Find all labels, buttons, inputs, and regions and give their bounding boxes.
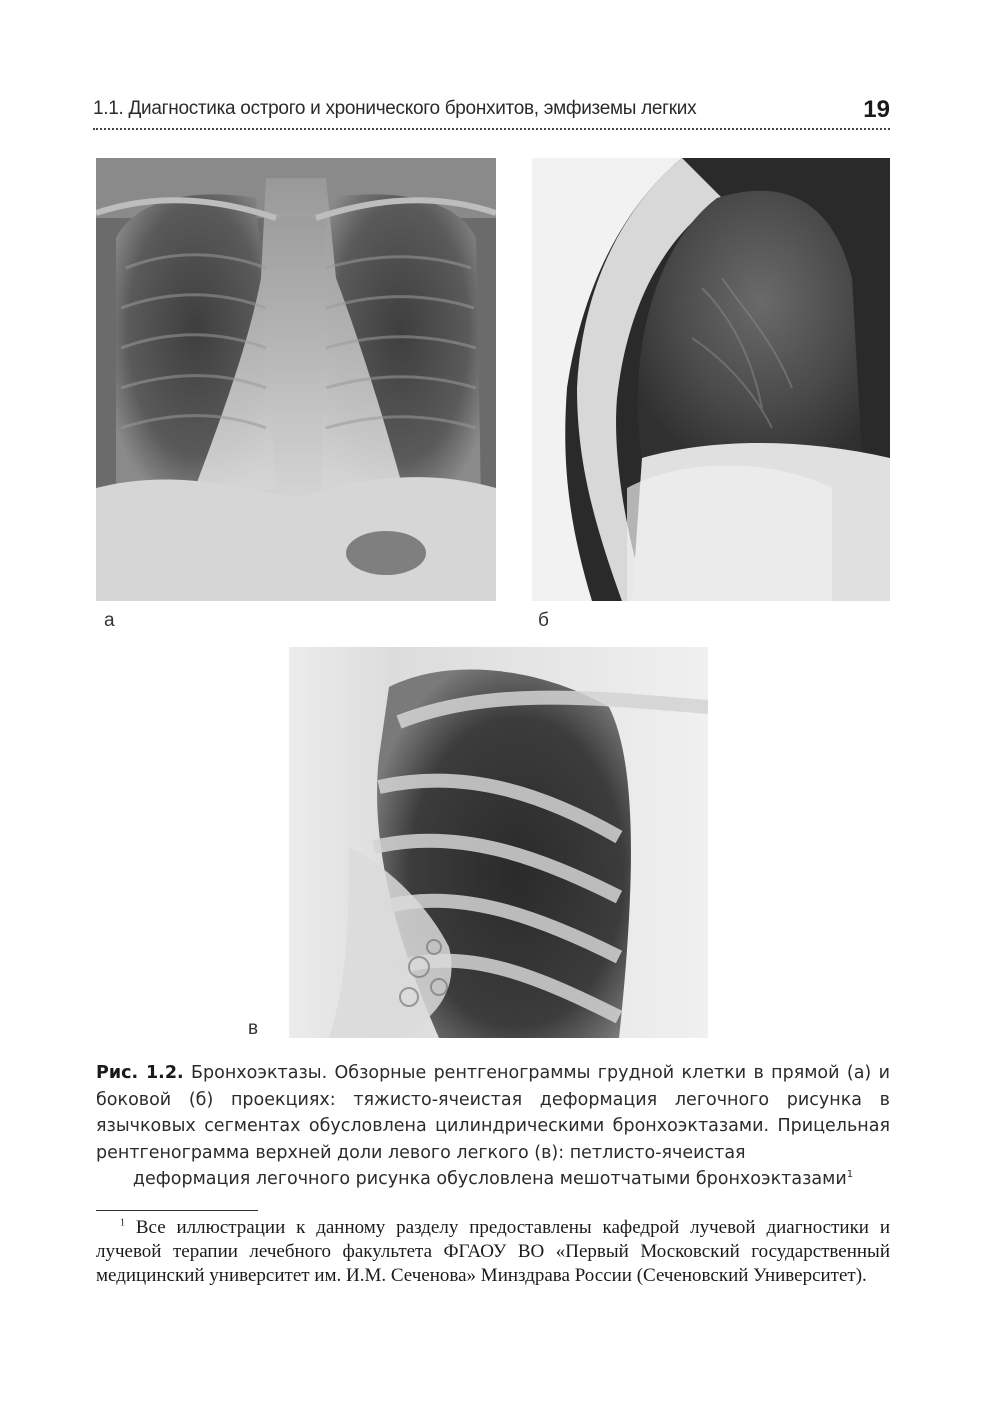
xray-targeted-upper-lobe-image [289,647,708,1038]
page-number: 19 [863,96,890,123]
xray-lateral-image [532,158,890,601]
caption-text: Бронхоэктазы. Обзорные рентгенограммы грудной клетки в прямой (а) и боковой (б) проекциях: тяжисто-ячеистая деформация легочного рисунка в язычковых сегментах обусловлена цилиндрическими бронхоэктазами. Прицельная рентгенограмма верхней доли левого легкого (в): петлисто-ячеистая [96,1063,890,1163]
footnote-marker: 1 [120,1217,125,1229]
caption-footnote-ref: 1 [846,1169,854,1181]
figure-caption [96,1060,890,1193]
header-dotted-rule [93,128,890,130]
footnote-rule [96,1210,258,1211]
panel-label-c: в [248,1018,259,1039]
xray-frontal-image [96,158,496,601]
running-header-title: 1.1. Диагностика острого и хронического бронхитов, эмфиземы легких [93,98,697,119]
footnote [96,1216,890,1288]
panel-label-b: б [538,610,549,631]
caption-label: Рис. 1.2. [96,1063,184,1083]
panel-label-a: а [104,610,115,631]
footnote-text: Все иллюстрации к данному разделу предоставлены кафедрой лучевой диагностики и лучевой терапии лечебного факультета ФГАОУ ВО «Первый Московский государственный медицинский университет им. И.М. Сеченова» Минздрава России (Сеченовский Университет). [96,1217,891,1286]
caption-text-last: деформация легочного рисунка обусловлена мешотчатыми бронхоэктазами [132,1169,847,1189]
